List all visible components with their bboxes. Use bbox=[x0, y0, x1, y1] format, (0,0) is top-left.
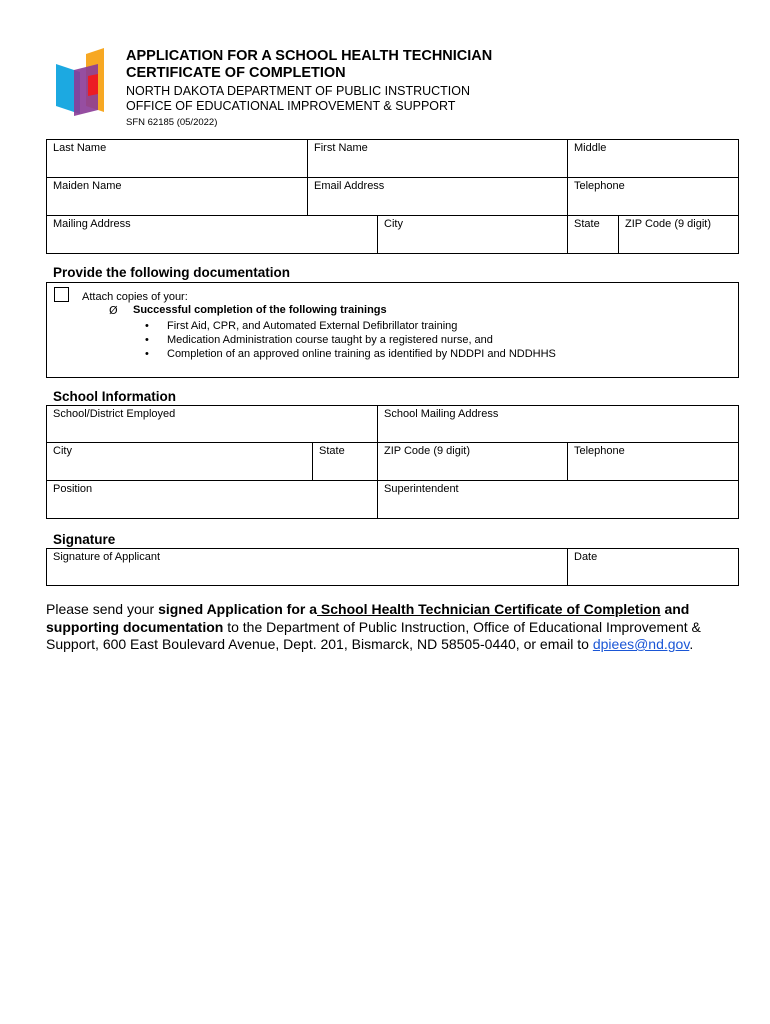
instructions-period: . bbox=[689, 636, 694, 652]
attach-checkbox[interactable] bbox=[54, 287, 69, 302]
form-title-line2: CERTIFICATE OF COMPLETION bbox=[126, 65, 346, 81]
school-telephone-field[interactable] bbox=[567, 443, 738, 480]
documentation-box bbox=[46, 282, 739, 378]
form-header bbox=[126, 48, 492, 128]
school-state-field[interactable] bbox=[312, 443, 377, 480]
attach-label: Attach copies of your: bbox=[82, 291, 188, 303]
email-label: Email Address bbox=[314, 180, 385, 192]
middle-name-label: Middle bbox=[574, 142, 607, 154]
ndpi-logo bbox=[54, 46, 110, 118]
school-section-title: School Information bbox=[53, 389, 176, 404]
instructions-certificate-name: School Health Technician Certificate of Completion bbox=[317, 601, 661, 617]
date-field[interactable] bbox=[567, 549, 738, 585]
state-label: State bbox=[574, 218, 600, 230]
logo-red-shape bbox=[88, 74, 98, 96]
school-city-label: City bbox=[53, 445, 72, 457]
middle-name-field[interactable] bbox=[567, 140, 738, 177]
zip-field[interactable] bbox=[618, 216, 738, 253]
school-mailing-address-label: School Mailing Address bbox=[384, 408, 499, 420]
school-zip-field[interactable] bbox=[377, 443, 567, 480]
school-name-row bbox=[46, 405, 739, 443]
date-label: Date bbox=[574, 551, 598, 563]
instructions-text: Please send your bbox=[46, 601, 159, 617]
maiden-name-field[interactable] bbox=[47, 178, 307, 215]
position-field[interactable] bbox=[47, 481, 377, 518]
documentation-section-title: Provide the following documentation bbox=[53, 265, 291, 280]
signature-row bbox=[46, 548, 739, 586]
applicant-name-row bbox=[46, 139, 739, 178]
school-telephone-label: Telephone bbox=[574, 445, 625, 457]
list-item: • First Aid, CPR, and Automated External Defibrillator training bbox=[145, 319, 556, 333]
first-name-label: First Name bbox=[314, 142, 368, 154]
school-city-field[interactable] bbox=[47, 443, 312, 480]
form-number: SFN 62185 (05/2022) bbox=[126, 117, 218, 128]
email-link[interactable]: dpiees@nd.gov bbox=[592, 636, 690, 652]
applicant-address-row bbox=[46, 216, 739, 254]
position-label: Position bbox=[53, 483, 93, 495]
school-staff-row bbox=[46, 481, 739, 519]
arrow-bullet-icon: Ø bbox=[109, 304, 118, 317]
telephone-field[interactable] bbox=[567, 178, 738, 215]
applicant-contact-row bbox=[46, 178, 739, 216]
department-name: NORTH DAKOTA DEPARTMENT OF PUBLIC INSTRUCTION bbox=[126, 84, 471, 98]
form-title-line1: APPLICATION FOR A SCHOOL HEALTH TECHNICIAN bbox=[126, 48, 493, 64]
email-field[interactable] bbox=[307, 178, 567, 215]
signature-field[interactable] bbox=[47, 549, 567, 585]
zip-label: ZIP Code (9 digit) bbox=[625, 218, 712, 230]
signature-label: Signature of Applicant bbox=[53, 551, 161, 563]
city-field[interactable] bbox=[377, 216, 567, 253]
trainings-heading: Successful completion of the following trainings bbox=[133, 304, 387, 316]
mailing-address-label: Mailing Address bbox=[53, 218, 131, 230]
school-employed-field[interactable] bbox=[47, 406, 377, 442]
instructions-bold-text-2: and supporting documentation bbox=[46, 601, 690, 635]
school-zip-label: ZIP Code (9 digit) bbox=[384, 445, 471, 457]
school-state-label: State bbox=[319, 445, 345, 457]
last-name-field[interactable] bbox=[47, 140, 307, 177]
signature-section-title: Signature bbox=[53, 532, 116, 547]
state-field[interactable] bbox=[567, 216, 618, 253]
school-location-row bbox=[46, 443, 739, 481]
superintendent-label: Superintendent bbox=[384, 483, 459, 495]
telephone-label: Telephone bbox=[574, 180, 625, 192]
submission-instructions bbox=[46, 601, 746, 654]
school-employed-label: School/District Employed bbox=[53, 408, 176, 420]
superintendent-field[interactable] bbox=[377, 481, 738, 518]
first-name-field[interactable] bbox=[307, 140, 567, 177]
office-name: OFFICE OF EDUCATIONAL IMPROVEMENT & SUPPORT bbox=[126, 99, 456, 113]
trainings-list bbox=[145, 319, 556, 361]
last-name-label: Last Name bbox=[53, 142, 107, 154]
instructions-bold-text: signed Application for a bbox=[158, 601, 318, 617]
instructions-address-text: to the Department of Public Instruction, Office of Educational Improvement & Support, 600 East Boulevard Avenue, Dept. 201, Bismarck, ND 58505-0440, or email to bbox=[46, 618, 701, 652]
city-label: City bbox=[384, 218, 403, 230]
maiden-name-label: Maiden Name bbox=[53, 180, 122, 192]
list-item: • Completion of an approved online training as identified by NDDPI and NDDHHS bbox=[145, 347, 556, 361]
list-item: • Medication Administration course taught by a registered nurse, and bbox=[145, 333, 556, 347]
school-mailing-address-field[interactable] bbox=[377, 406, 738, 442]
mailing-address-field[interactable] bbox=[47, 216, 377, 253]
